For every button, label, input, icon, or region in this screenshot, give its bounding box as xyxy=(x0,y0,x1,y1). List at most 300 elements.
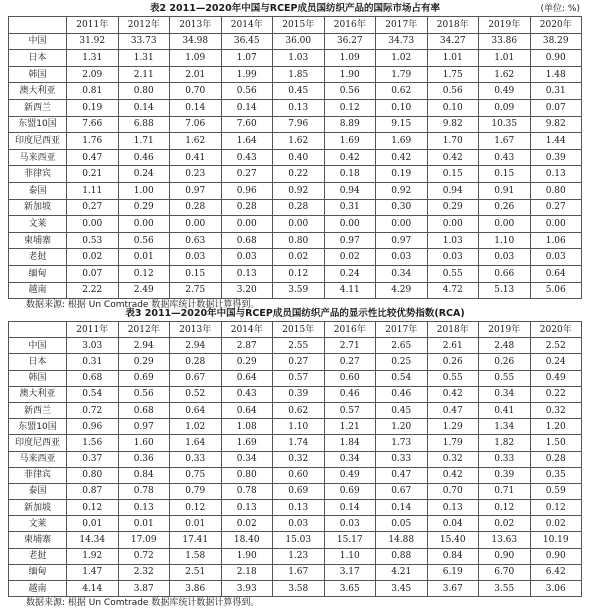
table-cell: 4.72 xyxy=(427,282,479,299)
row-label: 新加坡 xyxy=(9,199,67,216)
table-cell: 0.01 xyxy=(67,516,119,532)
table-cell: 0.28 xyxy=(221,199,273,216)
table-cell: 1.75 xyxy=(427,66,479,83)
table-cell: 0.13 xyxy=(273,500,325,516)
table-row xyxy=(9,282,582,299)
table-cell: 0.56 xyxy=(427,83,479,100)
table-cell: 0.14 xyxy=(170,99,222,116)
table-cell: 0.56 xyxy=(221,83,273,100)
table-cell: 1.34 xyxy=(479,419,531,435)
table-cell: 0.14 xyxy=(324,500,376,516)
table2-block xyxy=(8,2,582,312)
table-cell: 2.55 xyxy=(273,338,325,354)
table-cell: 0.68 xyxy=(118,402,170,418)
table-cell: 0.03 xyxy=(324,516,376,532)
table-cell: 0.13 xyxy=(530,166,582,183)
table-cell: 0.32 xyxy=(427,451,479,467)
table-cell: 0.92 xyxy=(376,182,428,199)
table2-year-header: 2012年 xyxy=(118,17,170,34)
table-cell: 0.21 xyxy=(67,166,119,183)
table-cell: 0.94 xyxy=(427,182,479,199)
row-label: 柬埔寨 xyxy=(9,532,67,548)
table-cell: 15.17 xyxy=(324,532,376,548)
table-cell: 1.03 xyxy=(273,50,325,67)
table-cell: 0.78 xyxy=(221,483,273,499)
table-cell: 0.66 xyxy=(479,265,531,282)
table-cell: 2.18 xyxy=(221,564,273,580)
table-cell: 0.00 xyxy=(427,216,479,233)
table-cell: 0.54 xyxy=(67,386,119,402)
table-cell: 0.24 xyxy=(118,166,170,183)
table-cell: 0.00 xyxy=(324,216,376,233)
table-row xyxy=(9,386,582,402)
table-cell: 1.62 xyxy=(273,133,325,150)
row-label: 马来西亚 xyxy=(9,149,67,166)
table-cell: 9.15 xyxy=(376,116,428,133)
table-cell: 0.14 xyxy=(376,500,428,516)
row-label: 文莱 xyxy=(9,516,67,532)
table2-year-header: 2019年 xyxy=(479,17,531,34)
table-cell: 1.20 xyxy=(530,419,582,435)
table-cell: 1.76 xyxy=(67,133,119,150)
table-cell: 0.80 xyxy=(67,467,119,483)
table-cell: 1.08 xyxy=(221,419,273,435)
table-cell: 0.01 xyxy=(118,249,170,266)
table-cell: 3.17 xyxy=(324,564,376,580)
table-cell: 34.27 xyxy=(427,33,479,50)
table-cell: 8.89 xyxy=(324,116,376,133)
table-cell: 0.00 xyxy=(530,216,582,233)
row-label: 泰国 xyxy=(9,182,67,199)
table2-caption xyxy=(8,2,582,16)
table-cell: 1.79 xyxy=(427,435,479,451)
table-cell: 0.31 xyxy=(67,354,119,370)
table-cell: 0.26 xyxy=(479,354,531,370)
table-row xyxy=(9,370,582,386)
table-cell: 3.06 xyxy=(530,581,582,597)
table-cell: 0.97 xyxy=(324,232,376,249)
table-cell: 7.66 xyxy=(67,116,119,133)
table-cell: 14.34 xyxy=(67,532,119,548)
table-cell: 5.06 xyxy=(530,282,582,299)
row-label: 老挝 xyxy=(9,548,67,564)
table3-year-header: 2013年 xyxy=(170,322,222,338)
table-cell: 2.52 xyxy=(530,338,582,354)
table-cell: 0.15 xyxy=(170,265,222,282)
row-label: 新加坡 xyxy=(9,500,67,516)
table-row xyxy=(9,182,582,199)
table-cell: 0.13 xyxy=(273,99,325,116)
table-cell: 0.39 xyxy=(479,467,531,483)
table-cell: 0.04 xyxy=(427,516,479,532)
table-cell: 1.69 xyxy=(324,133,376,150)
table-cell: 0.39 xyxy=(273,386,325,402)
table-cell: 0.13 xyxy=(427,500,479,516)
table3-year-header: 2016年 xyxy=(324,322,376,338)
table-row xyxy=(9,532,582,548)
table-cell: 0.00 xyxy=(479,216,531,233)
table-cell: 0.12 xyxy=(170,500,222,516)
table-cell: 0.41 xyxy=(170,149,222,166)
table-cell: 0.43 xyxy=(221,386,273,402)
table-cell: 1.62 xyxy=(170,133,222,150)
row-label: 柬埔寨 xyxy=(9,232,67,249)
table-cell: 14.88 xyxy=(376,532,428,548)
table-row xyxy=(9,249,582,266)
table-cell: 0.03 xyxy=(170,249,222,266)
table-cell: 1.67 xyxy=(273,564,325,580)
table-cell: 0.64 xyxy=(170,402,222,418)
table-cell: 0.00 xyxy=(170,216,222,233)
table-cell: 2.94 xyxy=(118,338,170,354)
table-cell: 1.90 xyxy=(221,548,273,564)
table-cell: 2.87 xyxy=(221,338,273,354)
table-cell: 6.42 xyxy=(530,564,582,580)
table-cell: 0.34 xyxy=(376,265,428,282)
row-label: 菲律宾 xyxy=(9,467,67,483)
table3-year-header: 2020年 xyxy=(530,322,582,338)
table-cell: 0.19 xyxy=(376,166,428,183)
table-cell: 0.05 xyxy=(376,516,428,532)
table-cell: 0.40 xyxy=(273,149,325,166)
table-cell: 6.19 xyxy=(427,564,479,580)
row-label: 马来西亚 xyxy=(9,451,67,467)
table2-year-header: 2014年 xyxy=(221,17,273,34)
table-cell: 0.84 xyxy=(118,467,170,483)
table-cell: 0.49 xyxy=(324,467,376,483)
table-cell: 0.03 xyxy=(273,516,325,532)
table-cell: 0.33 xyxy=(376,451,428,467)
table-cell: 36.45 xyxy=(221,33,273,50)
table-cell: 0.80 xyxy=(118,83,170,100)
row-label: 印度尼西亚 xyxy=(9,133,67,150)
table-cell: 0.10 xyxy=(376,99,428,116)
table-cell: 7.06 xyxy=(170,116,222,133)
table-cell: 0.12 xyxy=(118,265,170,282)
row-label: 韩国 xyxy=(9,66,67,83)
row-label: 东盟10国 xyxy=(9,116,67,133)
table-cell: 0.28 xyxy=(273,199,325,216)
table2-year-header: 2011年 xyxy=(67,17,119,34)
table-cell: 0.42 xyxy=(427,467,479,483)
table-cell: 0.24 xyxy=(530,354,582,370)
table-cell: 0.70 xyxy=(170,83,222,100)
table-cell: 7.60 xyxy=(221,116,273,133)
table3 xyxy=(8,321,582,597)
table-cell: 31.92 xyxy=(67,33,119,50)
table-cell: 0.32 xyxy=(273,451,325,467)
table-row xyxy=(9,99,582,116)
table-cell: 0.27 xyxy=(67,199,119,216)
table-cell: 0.72 xyxy=(118,548,170,564)
table2-source: 数据来源: 根据 Un Comtrade 数据库统计数据计算得到。 xyxy=(26,300,260,311)
table-cell: 0.47 xyxy=(67,149,119,166)
table-cell: 0.53 xyxy=(67,232,119,249)
table-cell: 0.23 xyxy=(170,166,222,183)
table-cell: 0.02 xyxy=(479,516,531,532)
table-cell: 34.73 xyxy=(376,33,428,50)
table-cell: 0.92 xyxy=(273,182,325,199)
table2-header-row xyxy=(9,17,582,34)
table-cell: 2.51 xyxy=(170,564,222,580)
table-cell: 1.20 xyxy=(376,419,428,435)
table-cell: 0.56 xyxy=(324,83,376,100)
table-cell: 3.86 xyxy=(170,581,222,597)
table-cell: 0.28 xyxy=(530,451,582,467)
table-cell: 3.20 xyxy=(221,282,273,299)
table-cell: 33.73 xyxy=(118,33,170,50)
table-cell: 1.99 xyxy=(221,66,273,83)
table-cell: 0.90 xyxy=(530,50,582,67)
table-cell: 0.84 xyxy=(427,548,479,564)
table-cell: 4.29 xyxy=(376,282,428,299)
table-row xyxy=(9,402,582,418)
table-cell: 10.19 xyxy=(530,532,582,548)
table-cell: 0.00 xyxy=(376,216,428,233)
table-row xyxy=(9,166,582,183)
table-row xyxy=(9,419,582,435)
table-cell: 17.41 xyxy=(170,532,222,548)
table-cell: 0.71 xyxy=(479,483,531,499)
table-cell: 0.68 xyxy=(221,232,273,249)
table-cell: 0.63 xyxy=(170,232,222,249)
table-cell: 1.56 xyxy=(67,435,119,451)
table3-corner-cell xyxy=(9,322,67,338)
table-cell: 17.09 xyxy=(118,532,170,548)
table-cell: 0.25 xyxy=(376,354,428,370)
table-cell: 0.34 xyxy=(324,451,376,467)
table3-year-header: 2018年 xyxy=(427,322,479,338)
table-cell: 15.03 xyxy=(273,532,325,548)
table-row xyxy=(9,133,582,150)
table-cell: 0.28 xyxy=(170,199,222,216)
table-cell: 0.69 xyxy=(118,370,170,386)
table-cell: 0.35 xyxy=(530,467,582,483)
table-cell: 4.11 xyxy=(324,282,376,299)
row-label: 东盟10国 xyxy=(9,419,67,435)
table-cell: 0.62 xyxy=(273,402,325,418)
table-cell: 0.78 xyxy=(118,483,170,499)
table-cell: 0.22 xyxy=(273,166,325,183)
table-cell: 1.73 xyxy=(376,435,428,451)
table-cell: 33.86 xyxy=(479,33,531,50)
table-row xyxy=(9,354,582,370)
table-cell: 0.67 xyxy=(170,370,222,386)
table-cell: 0.55 xyxy=(427,265,479,282)
row-label: 印度尼西亚 xyxy=(9,435,67,451)
table-cell: 1.01 xyxy=(479,50,531,67)
table-cell: 0.42 xyxy=(324,149,376,166)
table-cell: 2.71 xyxy=(324,338,376,354)
table-cell: 0.43 xyxy=(479,149,531,166)
table2-title: 表2 2011—2020年中国与RCEP成员国纺织产品的国际市场占有率 xyxy=(149,3,441,14)
table-cell: 0.26 xyxy=(427,354,479,370)
row-label: 菲律宾 xyxy=(9,166,67,183)
table-cell: 0.14 xyxy=(118,99,170,116)
table-cell: 1.07 xyxy=(221,50,273,67)
table-cell: 0.36 xyxy=(118,451,170,467)
table3-source: 数据来源: 根据 Un Comtrade 数据库统计数据计算得到。 xyxy=(26,598,260,609)
table-cell: 0.42 xyxy=(376,149,428,166)
table-cell: 0.27 xyxy=(221,166,273,183)
table-cell: 7.96 xyxy=(273,116,325,133)
table-cell: 0.29 xyxy=(221,354,273,370)
table-cell: 1.69 xyxy=(221,435,273,451)
table-cell: 0.32 xyxy=(530,402,582,418)
table-cell: 0.03 xyxy=(427,249,479,266)
table-cell: 0.12 xyxy=(324,99,376,116)
table-cell: 0.02 xyxy=(67,249,119,266)
table-cell: 1.10 xyxy=(273,419,325,435)
table-cell: 0.57 xyxy=(324,402,376,418)
row-label: 泰国 xyxy=(9,483,67,499)
table-cell: 0.55 xyxy=(427,370,479,386)
table-cell: 1.67 xyxy=(479,133,531,150)
table-cell: 0.12 xyxy=(479,500,531,516)
table-cell: 1.64 xyxy=(221,133,273,150)
table-cell: 0.02 xyxy=(273,249,325,266)
row-label: 新西兰 xyxy=(9,99,67,116)
table-row xyxy=(9,516,582,532)
table-cell: 1.69 xyxy=(376,133,428,150)
table-cell: 3.55 xyxy=(479,581,531,597)
table-cell: 0.97 xyxy=(118,419,170,435)
table-cell: 0.96 xyxy=(221,182,273,199)
table-cell: 1.85 xyxy=(273,66,325,83)
table-cell: 0.37 xyxy=(67,451,119,467)
table-cell: 0.19 xyxy=(67,99,119,116)
table-cell: 0.33 xyxy=(170,451,222,467)
table-row xyxy=(9,467,582,483)
row-label: 中国 xyxy=(9,33,67,50)
table-cell: 0.97 xyxy=(170,182,222,199)
table-cell: 0.02 xyxy=(324,249,376,266)
table-cell: 0.52 xyxy=(170,386,222,402)
table-row xyxy=(9,83,582,100)
table-cell: 0.03 xyxy=(221,249,273,266)
table-cell: 0.29 xyxy=(118,354,170,370)
table-cell: 0.79 xyxy=(170,483,222,499)
table-cell: 1.02 xyxy=(170,419,222,435)
table-cell: 0.24 xyxy=(324,265,376,282)
table-cell: 0.00 xyxy=(118,216,170,233)
table-cell: 1.62 xyxy=(479,66,531,83)
table-cell: 1.06 xyxy=(530,232,582,249)
table-cell: 0.14 xyxy=(221,99,273,116)
table-cell: 0.28 xyxy=(170,354,222,370)
table-cell: 0.94 xyxy=(324,182,376,199)
table-row xyxy=(9,66,582,83)
table-cell: 2.94 xyxy=(170,338,222,354)
table-cell: 1.64 xyxy=(170,435,222,451)
table-cell: 3.59 xyxy=(273,282,325,299)
table-cell: 1.29 xyxy=(427,419,479,435)
table-cell: 1.70 xyxy=(427,133,479,150)
table-cell: 0.00 xyxy=(273,216,325,233)
table-cell: 6.70 xyxy=(479,564,531,580)
table-cell: 0.07 xyxy=(67,265,119,282)
table-row xyxy=(9,581,582,597)
table-cell: 1.10 xyxy=(324,548,376,564)
table-cell: 0.33 xyxy=(479,451,531,467)
table2-year-header: 2017年 xyxy=(376,17,428,34)
table-cell: 1.01 xyxy=(427,50,479,67)
table-cell: 0.34 xyxy=(221,451,273,467)
table3-header-row xyxy=(9,322,582,338)
table-cell: 0.96 xyxy=(67,419,119,435)
table-cell: 2.22 xyxy=(67,282,119,299)
table-cell: 2.61 xyxy=(427,338,479,354)
table-cell: 0.69 xyxy=(273,483,325,499)
table-cell: 0.29 xyxy=(118,199,170,216)
table3-title: 表3 2011—2020年中国与RCEP成员国纺织产品的显示性比较优势指数(RCA) xyxy=(125,308,465,319)
row-label: 越南 xyxy=(9,282,67,299)
table-cell: 0.03 xyxy=(530,249,582,266)
table-cell: 0.64 xyxy=(221,402,273,418)
table-cell: 4.14 xyxy=(67,581,119,597)
table-cell: 0.15 xyxy=(479,166,531,183)
table-cell: 2.48 xyxy=(479,338,531,354)
table-cell: 1.00 xyxy=(118,182,170,199)
table-cell: 0.00 xyxy=(67,216,119,233)
table-row xyxy=(9,483,582,499)
table-cell: 0.90 xyxy=(530,548,582,564)
table-cell: 0.90 xyxy=(479,548,531,564)
table2-unit: (单位: %) xyxy=(540,4,580,14)
table-cell: 36.00 xyxy=(273,33,325,50)
table-row xyxy=(9,265,582,282)
table-row xyxy=(9,232,582,249)
table-cell: 1.11 xyxy=(67,182,119,199)
table-cell: 9.82 xyxy=(530,116,582,133)
table-cell: 0.46 xyxy=(376,386,428,402)
table-row xyxy=(9,116,582,133)
table-cell: 0.02 xyxy=(530,516,582,532)
table3-year-header: 2011年 xyxy=(67,322,119,338)
table-cell: 2.01 xyxy=(170,66,222,83)
table3-year-header: 2014年 xyxy=(221,322,273,338)
table-row xyxy=(9,338,582,354)
table-cell: 0.13 xyxy=(221,500,273,516)
table-cell: 2.65 xyxy=(376,338,428,354)
table-cell: 0.46 xyxy=(118,149,170,166)
table-cell: 0.67 xyxy=(376,483,428,499)
table-cell: 0.49 xyxy=(479,83,531,100)
row-label: 日本 xyxy=(9,354,67,370)
table-cell: 1.03 xyxy=(427,232,479,249)
table-cell: 1.60 xyxy=(118,435,170,451)
table-cell: 1.90 xyxy=(324,66,376,83)
table-cell: 0.42 xyxy=(427,149,479,166)
table-cell: 1.84 xyxy=(324,435,376,451)
row-label: 文莱 xyxy=(9,216,67,233)
table-cell: 1.21 xyxy=(324,419,376,435)
table-cell: 0.87 xyxy=(67,483,119,499)
table-cell: 0.00 xyxy=(221,216,273,233)
table-cell: 0.80 xyxy=(273,232,325,249)
table-cell: 0.31 xyxy=(324,199,376,216)
table-row xyxy=(9,451,582,467)
table-cell: 0.42 xyxy=(427,386,479,402)
table-cell: 2.09 xyxy=(67,66,119,83)
row-label: 老挝 xyxy=(9,249,67,266)
table2 xyxy=(8,16,582,299)
row-label: 缅甸 xyxy=(9,564,67,580)
table-cell: 0.07 xyxy=(530,99,582,116)
table-cell: 3.87 xyxy=(118,581,170,597)
table-cell: 0.64 xyxy=(221,370,273,386)
table-cell: 0.01 xyxy=(170,516,222,532)
